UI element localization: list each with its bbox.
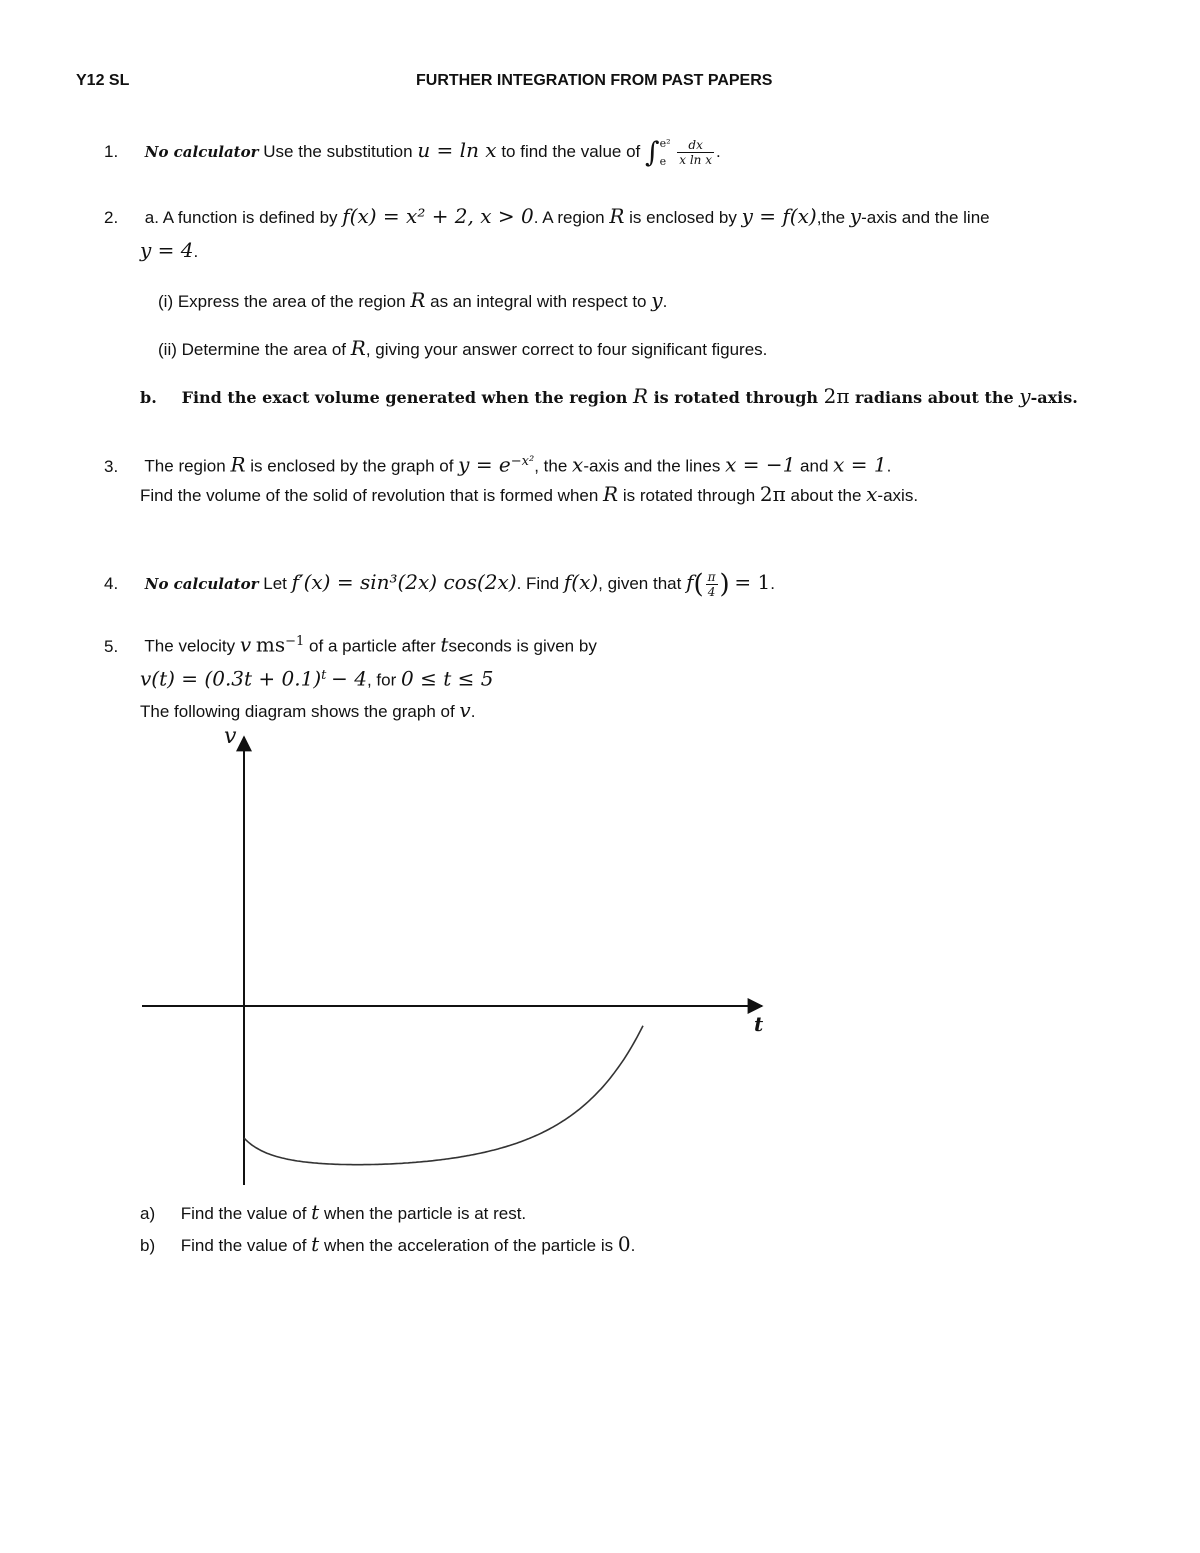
integral-limits: e² e <box>659 136 671 168</box>
header-title: FURTHER INTEGRATION FROM PAST PAPERS <box>416 72 773 89</box>
q1-text: to find the value of <box>501 142 641 161</box>
page-header <box>76 72 1136 98</box>
q2-function: f(x) = x² + 2, x > 0 <box>342 204 534 228</box>
question-2-part-i: (i) Express the area of the region R as an integral with respect to y. <box>158 288 668 312</box>
question-5-part-b: b) Find the value of t when the acceleration of the particle is 0. <box>140 1232 636 1256</box>
question-5-equation: $v(t) = (0.3t + 0.1)^t - 4$, for 0 ≤ t ≤ 5 <box>140 666 494 691</box>
header-course: Y12 SL <box>76 72 130 89</box>
velocity-curve <box>244 1026 643 1165</box>
question-2: 2. a. A function is defined by f(x) = x² + 2, x > 0. A region R is enclosed by y = f(x),the y-axis and the line <box>104 204 990 228</box>
q1-text: Use the substitution <box>263 142 413 161</box>
integral-sign: ∫ <box>645 135 660 169</box>
question-number: 1. <box>104 142 119 161</box>
question-number: 3. <box>104 456 119 476</box>
question-1: 1. No calculator Use the substitution u = ln x to find the value of ∫ e² e $\frac{dx}{\text{x ln x}}$ . <box>104 128 721 175</box>
question-2-line-2: y = 4. <box>140 238 199 262</box>
question-4: 4. No calculator Let f′(x) = sin³(2x) cos(2x). Find f(x), given that f( $\frac{\pi}{4}$ ) = 1. <box>104 560 775 607</box>
q1-substitution: u = ln x <box>417 138 497 162</box>
question-5-line-3: The following diagram shows the graph of v. <box>140 698 476 722</box>
question-2-part-ii: (ii) Determine the area of R, giving your answer correct to four significant figures. <box>158 336 768 360</box>
question-number: 5. <box>104 636 119 656</box>
question-5-part-a: a) Find the value of t when the particle is at rest. <box>140 1200 527 1224</box>
no-calculator-label: No calculator <box>144 143 259 161</box>
question-2-part-b: b. Find the exact volume generated when the region R is rotated through 2π radians about the y-axis. <box>140 384 1078 408</box>
question-number: 4. <box>104 574 119 593</box>
question-number: 2. <box>104 208 119 227</box>
t-axis-label: t <box>754 1012 764 1036</box>
velocity-graph <box>130 725 780 1195</box>
no-calculator-label: No calculator <box>144 575 259 593</box>
integrand-fraction: $\frac{dx}{\text{x ln x}}$ <box>679 138 712 168</box>
question-3: 3. The region R is enclosed by the graph of $y = e^{-x^2}$, the x-axis and the lines x = −1 and x = 1. <box>104 452 892 477</box>
condition-fraction: $\frac{\pi}{4}$ <box>707 570 716 600</box>
question-5: 5. The velocity v $ms^{-1}$ of a particle after tseconds is given by <box>104 632 597 657</box>
question-3-line-2: Find the volume of the solid of revolution that is formed when R is rotated through 2π about the x-axis. <box>140 482 919 506</box>
v-axis-label: v <box>224 725 237 749</box>
